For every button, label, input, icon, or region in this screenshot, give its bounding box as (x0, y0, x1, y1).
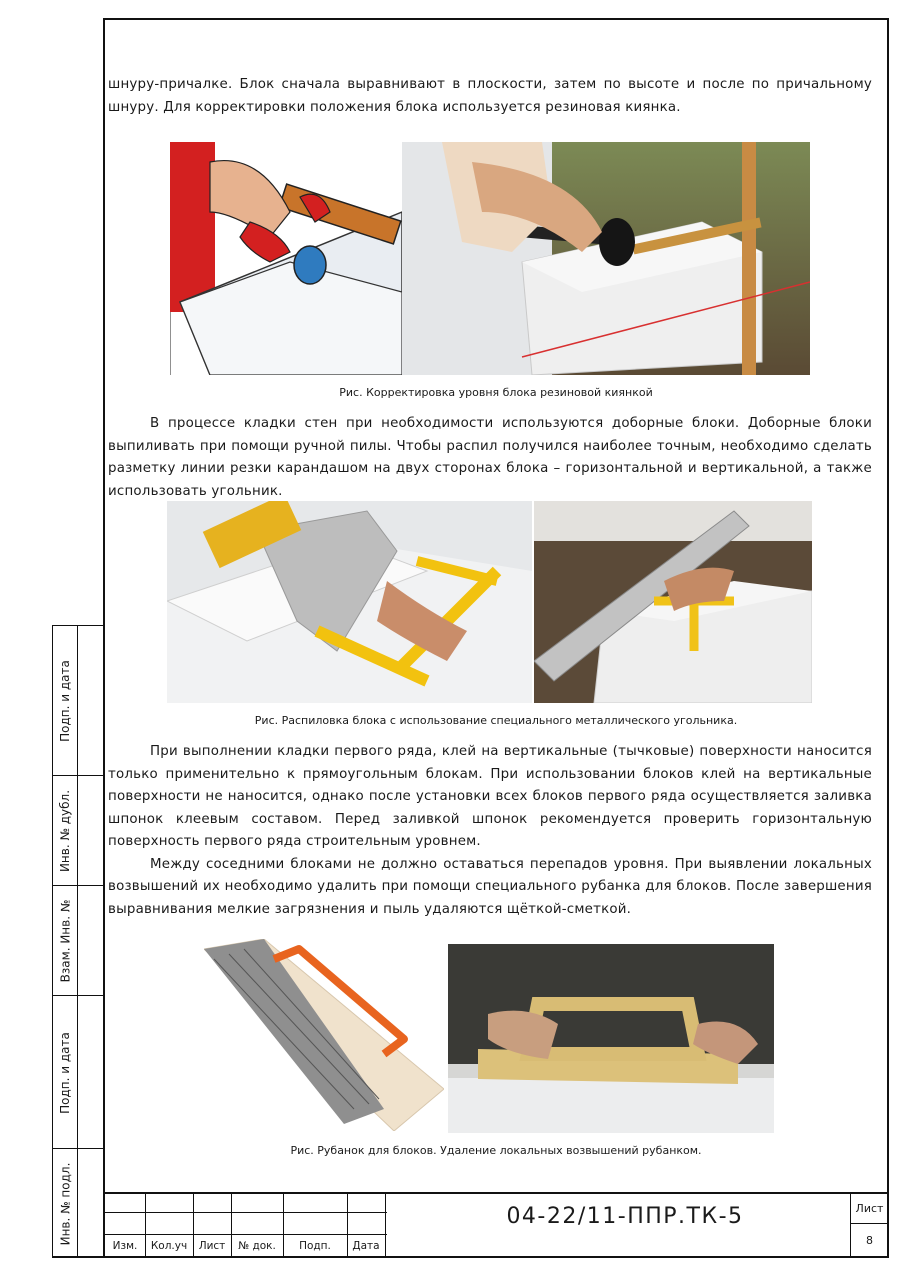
caption-3: Рис. Рубанок для блоков. Удаление локальных возвышений рубанком. (290, 1144, 702, 1157)
title-block-grid (105, 1194, 387, 1258)
photo-sawing-block-closeup (534, 501, 812, 703)
sheet-label: Лист (855, 1202, 884, 1215)
document-code: 04-22/11-ППР.ТК-5 (506, 1204, 744, 1229)
title-block-izm: Изм. (112, 1240, 138, 1252)
caption-1: Рис. Корректировка уровня блока резиновой киянкой (339, 386, 653, 399)
photo-planing-block (448, 944, 774, 1133)
title-block-list: Лист (198, 1240, 226, 1252)
title-block (105, 1192, 887, 1260)
caption-2: Рис. Распиловка блока с использование специального металлического угольника. (254, 714, 738, 727)
side-stamp (52, 625, 103, 1258)
sheet-number: 8 (866, 1234, 873, 1247)
paragraph-4: Между соседними блоками не должно оставаться перепадов уровня. При выявлении локальных возвышений их необходимо удалить при помощи специального рубанка для блоков. После завершения выравнивания мелкие загрязнения и пыль удаляются щёткой-сметкой. (108, 856, 872, 917)
side-cell-podp-data-1 (52, 625, 103, 775)
side-label-podp-data-2: Подп. и дата (58, 1031, 72, 1114)
side-label-inv-dubl: Инв. № дубл. (58, 789, 73, 873)
photo-sawing-block-angle (167, 501, 532, 703)
paragraph-1-block (108, 74, 872, 119)
side-cell-podp-data-2 (52, 995, 103, 1148)
paragraph-3-block (108, 741, 872, 921)
sheet-number-cell (850, 1192, 888, 1256)
side-label-inv-podl: Инв. № подл. (58, 1162, 73, 1246)
title-block-data: Дата (352, 1240, 380, 1252)
photo-leveling-block-mallet (402, 142, 810, 375)
side-cell-vzam-inv (52, 885, 103, 995)
frame-left-line (103, 18, 105, 1258)
frame-right-line (887, 18, 889, 1258)
paragraph-2-block (108, 413, 872, 503)
side-cell-inv-podl (52, 1148, 103, 1258)
frame-top-line (103, 18, 889, 20)
side-label-podp-data-1: Подп. и дата (58, 660, 72, 742)
paragraph-2: В процессе кладки стен при необходимости используются доборные блоки. Доборные блоки выпиливать при помощи ручной пилы. Чтобы распил получился наиболее точным, необходимо сделать разметку линии резки карандашом на двух сторонах блока – горизонтальной и вертикальной, а также использовать угольник. (108, 416, 872, 499)
paragraph-3: При выполнении кладки первого ряда, клей на вертикальные (тычковые) поверхности наносится только применительно к прямоугольным блокам. При использовании блоков клей на вертикальные поверхности не наносится, однако после установки всех блоков первого ряда осуществляется заливка шпонок клеевым составом. Перед заливкой шпонок рекомендуется проверить горизонтальную поверхность первого ряда строительным уровнем. (108, 744, 872, 849)
photo-block-plane-tool (204, 939, 444, 1131)
illustration-leveling-drawing (170, 142, 402, 375)
side-cell-inv-dubl (52, 775, 103, 885)
title-block-n-dok: № док. (238, 1240, 276, 1252)
paragraph-1: шнуру-причалке. Блок сначала выравнивают в плоскости, затем по высоте и после по причальному шнуру. Для корректировки положения блока используется резиновая киянка. (108, 77, 872, 115)
title-block-podp: Подп. (299, 1240, 331, 1252)
side-label-vzam-inv: Взам. Инв. № (58, 899, 72, 983)
title-block-kol-uch: Кол.уч (150, 1240, 188, 1252)
